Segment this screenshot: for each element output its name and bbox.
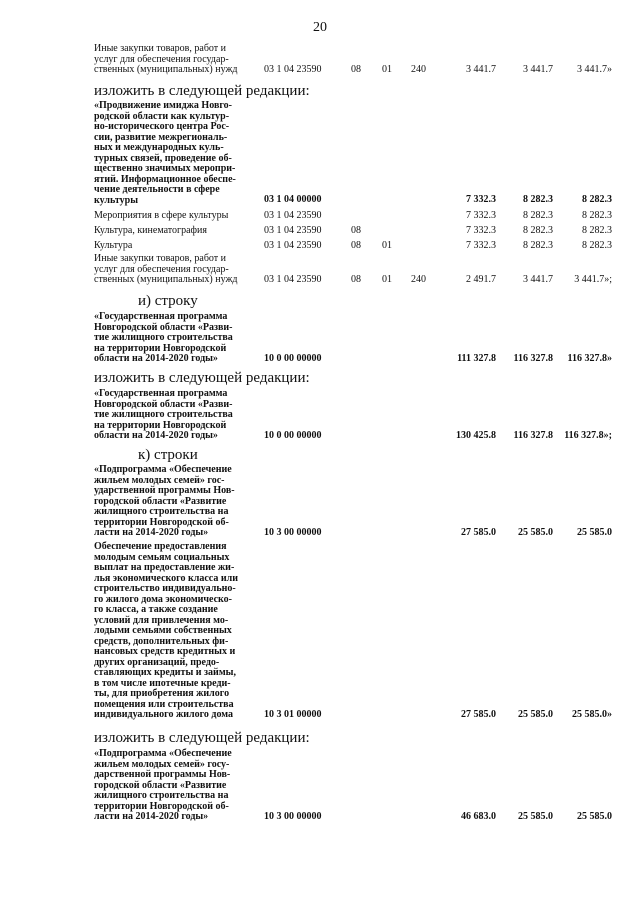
amount-year-2: 25 585.0 <box>518 527 553 538</box>
row-description: Культура <box>94 240 133 251</box>
subsection-code: 01 <box>382 274 392 285</box>
amount-year-3: 3 441.7» <box>577 64 612 75</box>
row-description: «Подпрограмма «Обеспечение жильем молодых семей» гос- ударственной программы Нов- городской области «Развитие жилищного строительства на территории Новгородской об- ласти на 2014-2020 годы» <box>94 464 235 538</box>
amount-year-3: 25 585.0» <box>572 709 612 720</box>
amount-year-3: 25 585.0 <box>577 527 612 538</box>
target-code: 03 1 04 23590 <box>264 274 322 285</box>
target-code: 03 1 04 23590 <box>264 210 322 221</box>
amount-year-1: 130 425.8 <box>456 430 496 441</box>
amount-year-2: 8 282.3 <box>523 240 553 251</box>
amendment-heading: изложить в следующей редакции: <box>94 83 310 99</box>
amount-year-2: 25 585.0 <box>518 709 553 720</box>
amount-year-1: 7 332.3 <box>466 240 496 251</box>
amount-year-1: 7 332.3 <box>466 225 496 236</box>
target-code: 03 1 04 00000 <box>264 194 322 205</box>
amount-year-3: 8 282.3 <box>582 194 612 205</box>
target-code: 10 3 01 00000 <box>264 709 322 720</box>
amount-year-3: 116 327.8»; <box>564 430 612 441</box>
amount-year-1: 111 327.8 <box>457 353 496 364</box>
amount-year-1: 7 332.3 <box>466 210 496 221</box>
amount-year-1: 3 441.7 <box>466 64 496 75</box>
amount-year-1: 46 683.0 <box>461 811 496 822</box>
amendment-heading: изложить в следующей редакции: <box>94 730 310 746</box>
row-description: Иные закупки товаров, работ и услуг для обеспечения государ- ственных (муниципальных) нужд <box>94 43 238 75</box>
target-code: 03 1 04 23590 <box>264 225 322 236</box>
row-description: Мероприятия в сфере культуры <box>94 210 229 221</box>
target-code: 03 1 04 23590 <box>264 240 322 251</box>
amount-year-2: 3 441.7 <box>523 64 553 75</box>
target-code: 10 3 00 00000 <box>264 811 322 822</box>
amendment-heading: и) строку <box>138 293 198 309</box>
expense-type: 240 <box>411 64 426 75</box>
amount-year-3: 8 282.3 <box>582 210 612 221</box>
row-description: Иные закупки товаров, работ и услуг для обеспечения государ- ственных (муниципальных) нужд <box>94 253 238 285</box>
amount-year-3: 8 282.3 <box>582 225 612 236</box>
amount-year-2: 116 327.8 <box>513 353 553 364</box>
expense-type: 240 <box>411 274 426 285</box>
section-code: 08 <box>351 274 361 285</box>
amount-year-2: 116 327.8 <box>513 430 553 441</box>
row-description: Культура, кинематография <box>94 225 207 236</box>
amount-year-3: 25 585.0 <box>577 811 612 822</box>
amount-year-1: 27 585.0 <box>461 527 496 538</box>
section-code: 08 <box>351 64 361 75</box>
row-description: «Государственная программа Новгородской области «Разви- тие жилищного строительства на территории Новгородской области на 2014-2020 годы» <box>94 311 233 364</box>
subsection-code: 01 <box>382 240 392 251</box>
row-description: Обеспечение предоставления молодым семьям социальных выплат на предоставление жи- лья экономического класса или строительство индивидуально- го жилого дома экономическо- го класса, а также создание условий для привлечения мо- лодыми семьями собственных средств, дополнительных фи- нансовых средств кредитных и других организаций, предо- ставляющих кредиты и займы, в том числе ипотечные креди- ты, для приобретения жилого помещения или строительства индивидуального жилого дома <box>94 541 238 720</box>
section-code: 08 <box>351 225 361 236</box>
target-code: 10 3 00 00000 <box>264 527 322 538</box>
subsection-code: 01 <box>382 64 392 75</box>
amount-year-2: 8 282.3 <box>523 225 553 236</box>
amount-year-2: 3 441.7 <box>523 274 553 285</box>
amount-year-1: 27 585.0 <box>461 709 496 720</box>
amount-year-2: 8 282.3 <box>523 194 553 205</box>
amount-year-2: 25 585.0 <box>518 811 553 822</box>
amount-year-3: 3 441.7»; <box>574 274 612 285</box>
row-description: «Продвижение имиджа Новго- родской области как культур- но-исторического центра Рос- сии, развитие межрегиональ- ных и международных куль- турных связей, проведение об- щественно значимых меропри- ятий. Информационное обеспе- чение деятельности в сфере культуры <box>94 100 236 206</box>
amount-year-1: 7 332.3 <box>466 194 496 205</box>
page-number: 20 <box>313 20 327 35</box>
amount-year-2: 8 282.3 <box>523 210 553 221</box>
target-code: 03 1 04 23590 <box>264 64 322 75</box>
row-description: «Подпрограмма «Обеспечение жильем молодых семей» госу- дарственной программы Нов- городской области «Развитие жилищного строительства на территории Новгородской об- ласти на 2014-2020 годы» <box>94 748 232 822</box>
amount-year-3: 116 327.8» <box>567 353 612 364</box>
amount-year-3: 8 282.3 <box>582 240 612 251</box>
target-code: 10 0 00 00000 <box>264 353 322 364</box>
amendment-heading: к) строки <box>138 447 198 463</box>
section-code: 08 <box>351 240 361 251</box>
amount-year-1: 2 491.7 <box>466 274 496 285</box>
target-code: 10 0 00 00000 <box>264 430 322 441</box>
row-description: «Государственная программа Новгородской области «Разви- тие жилищного строительства на территории Новгородской области на 2014-2020 годы» <box>94 388 233 441</box>
amendment-heading: изложить в следующей редакции: <box>94 370 310 386</box>
